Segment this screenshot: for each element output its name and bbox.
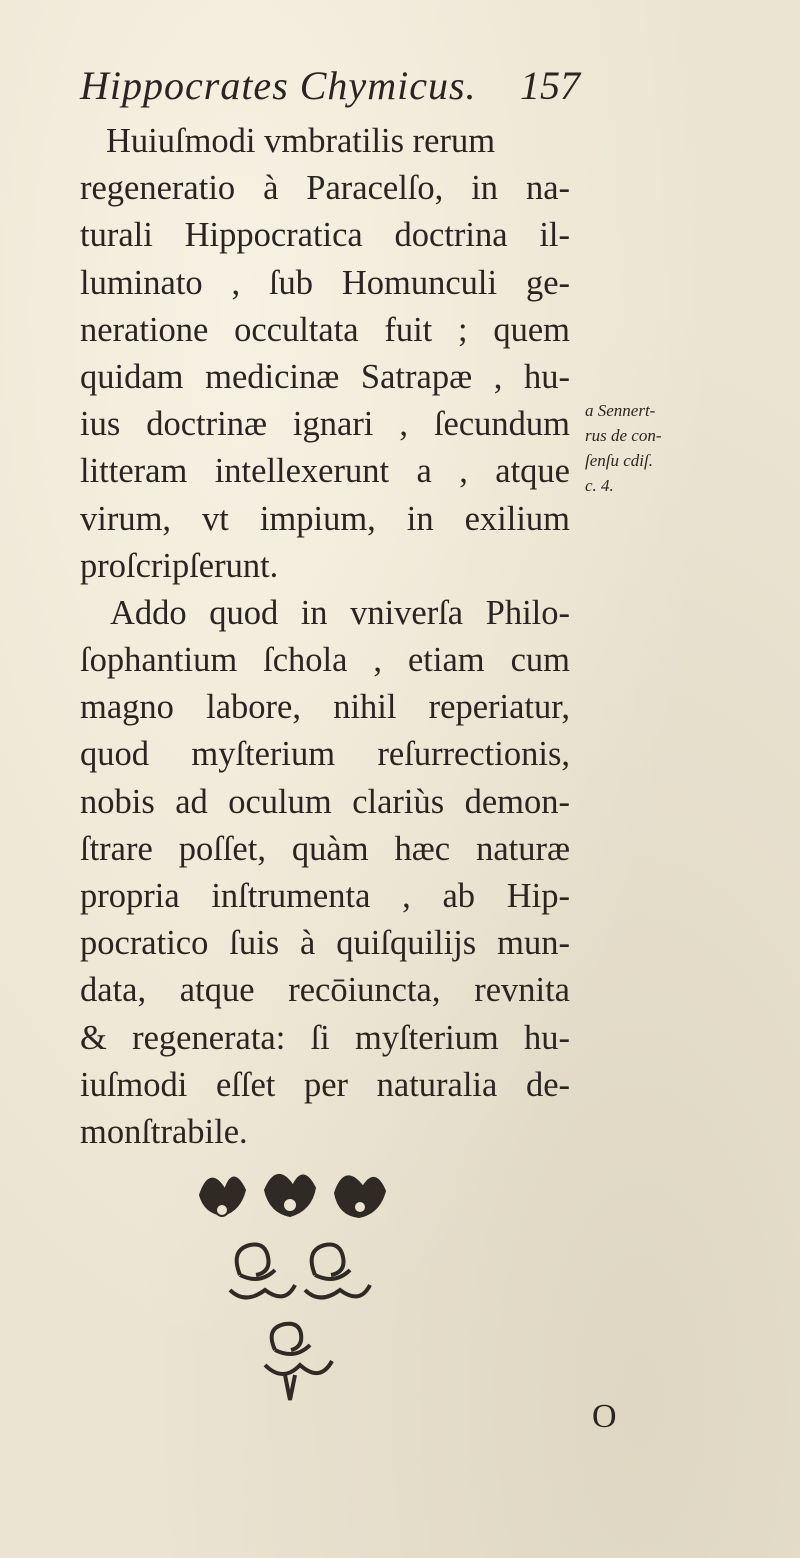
margin-note [585, 398, 795, 498]
text-line: propria inſtrumenta , ab Hip- [80, 877, 570, 915]
running-title: Hippocrates Chymicus. [80, 63, 477, 108]
text-line: ſtrare poſſet, quàm hæc naturæ [80, 829, 570, 868]
page-number: 157 [520, 63, 580, 108]
text-line: Addo quod in vniverſa Philo- [110, 593, 570, 632]
text-line: magno labore, nihil reperiatur, [80, 688, 570, 727]
margin-note-line: ſenſu cdiſ. [585, 451, 653, 470]
text-line: pocratico ſuis à quiſquilijs mun- [80, 924, 570, 963]
ornament-motif [335, 1176, 385, 1217]
ornament-motif [265, 1324, 332, 1400]
text-line: monſtrabile. [80, 1112, 248, 1151]
floral-tailpiece-ornament-icon [180, 1155, 410, 1415]
margin-note-line: rus de con- [585, 426, 662, 445]
text-line: data, atque recōiuncta, revnita [80, 971, 570, 1010]
ornament-motif [305, 1245, 370, 1298]
text-line: & regenerata: ſi myſterium hu- [80, 1018, 570, 1057]
text-line: litteram intellexerunt a , atque [80, 452, 570, 491]
margin-note-line: c. 4. [585, 476, 614, 495]
text-line: iuſmodi eſſet per naturalia de- [80, 1065, 570, 1104]
text-line: regeneratio à Paracelſo, in na- [80, 169, 570, 208]
ornament-motif [265, 1175, 315, 1216]
text-line: quidam medicinæ Satrapæ , hu- [80, 357, 570, 396]
text-line: ſophantium ſchola , etiam cum [80, 641, 570, 680]
text-line: turali Hippocratica doctrina il- [80, 216, 570, 255]
margin-note-line: a Sennert- [585, 401, 656, 420]
text-line: quod myſterium reſurrectionis, [80, 735, 570, 774]
text-line: proſcripſerunt. [80, 546, 279, 585]
running-header [80, 62, 580, 112]
signature-mark: O [592, 1398, 617, 1435]
body-text [80, 118, 570, 1156]
text-line: nobis ad oculum clariùs demon- [80, 782, 570, 821]
text-line: virum, vt impium, in exilium [80, 499, 570, 538]
ornament-motif [200, 1178, 245, 1217]
text-line: Huiuſmodi vmbratilis rerum [106, 122, 496, 160]
text-line: luminato , ſub Homunculi ge- [80, 263, 570, 302]
ornament-motif [230, 1245, 295, 1298]
text-line: neratione occultata fuit ; quem [80, 310, 570, 349]
text-line: ius doctrinæ ignari , ſecundum [80, 405, 570, 444]
